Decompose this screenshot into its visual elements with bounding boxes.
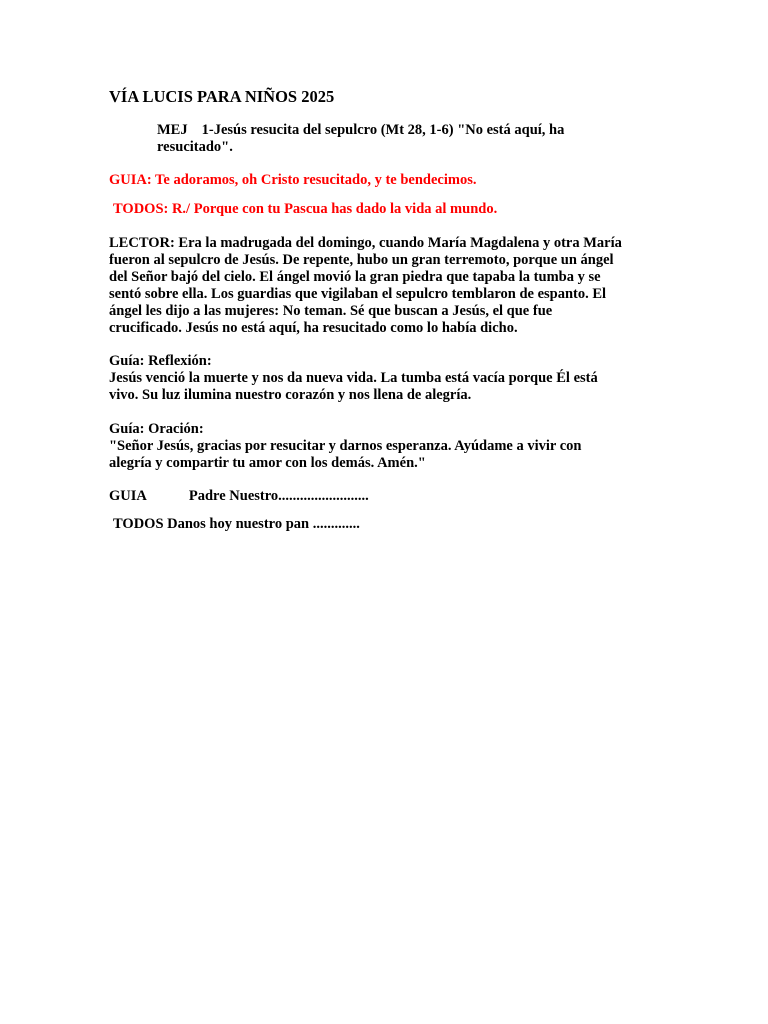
station-title-line-1: 1-Jesús resucita del sepulcro (Mt 28, 1-6) "No está aquí, ha: [201, 122, 565, 138]
lector-line: del Señor bajó del cielo. El ángel movió la gran piedra que tapaba la tumba y se: [109, 269, 601, 285]
guia-response: GUIA: Te adoramos, oh Cristo resucitado, y te bendecimos.: [109, 172, 477, 188]
reflexion-line: Jesús venció la muerte y nos da nueva vida. La tumba está vacía porque Él está: [109, 370, 598, 386]
oracion-section: [109, 421, 669, 472]
padre-nuestro-text: Padre Nuestro.........................: [188, 488, 369, 504]
oracion-line: alegría y compartir tu amor con los demás. Amén.": [109, 455, 426, 471]
document-title: VÍA LUCIS PARA NIÑOS 2025: [109, 87, 335, 106]
reflexion-section: [109, 353, 669, 404]
station-title-line-2: resucitado".: [157, 139, 233, 155]
padre-nuestro-line: [109, 488, 369, 505]
oracion-line: "Señor Jesús, gracias por resucitar y darnos esperanza. Ayúdame a vivir con: [109, 438, 582, 454]
padre-nuestro-label: GUIA: [109, 488, 147, 504]
lector-paragraph: [109, 235, 669, 337]
lector-line: ángel les dijo a las mujeres: No teman. Sé que buscan a Jesús, el que fue: [109, 303, 553, 319]
lector-line: fueron al sepulcro de Jesús. De repente, hubo un gran terremoto, porque un ángel: [109, 252, 614, 268]
lector-line: sentó sobre ella. Los guardias que vigilaban el sepulcro temblaron de espanto. El: [109, 286, 607, 302]
station-prefix: MEJ: [157, 122, 188, 138]
station-heading: [157, 122, 627, 156]
todos-response: TODOS: R./ Porque con tu Pascua has dado la vida al mundo.: [113, 201, 498, 217]
reflexion-heading: Guía: Reflexión:: [109, 353, 212, 369]
lector-line: crucificado. Jesús no está aquí, ha resucitado como lo había dicho.: [109, 320, 518, 336]
reflexion-line: vivo. Su luz ilumina nuestro corazón y nos llena de alegría.: [109, 387, 472, 403]
oracion-heading: Guía: Oración:: [109, 421, 204, 437]
lector-line: LECTOR: Era la madrugada del domingo, cuando María Magdalena y otra María: [109, 235, 622, 251]
danos-line: TODOS Danos hoy nuestro pan .............: [113, 516, 360, 532]
